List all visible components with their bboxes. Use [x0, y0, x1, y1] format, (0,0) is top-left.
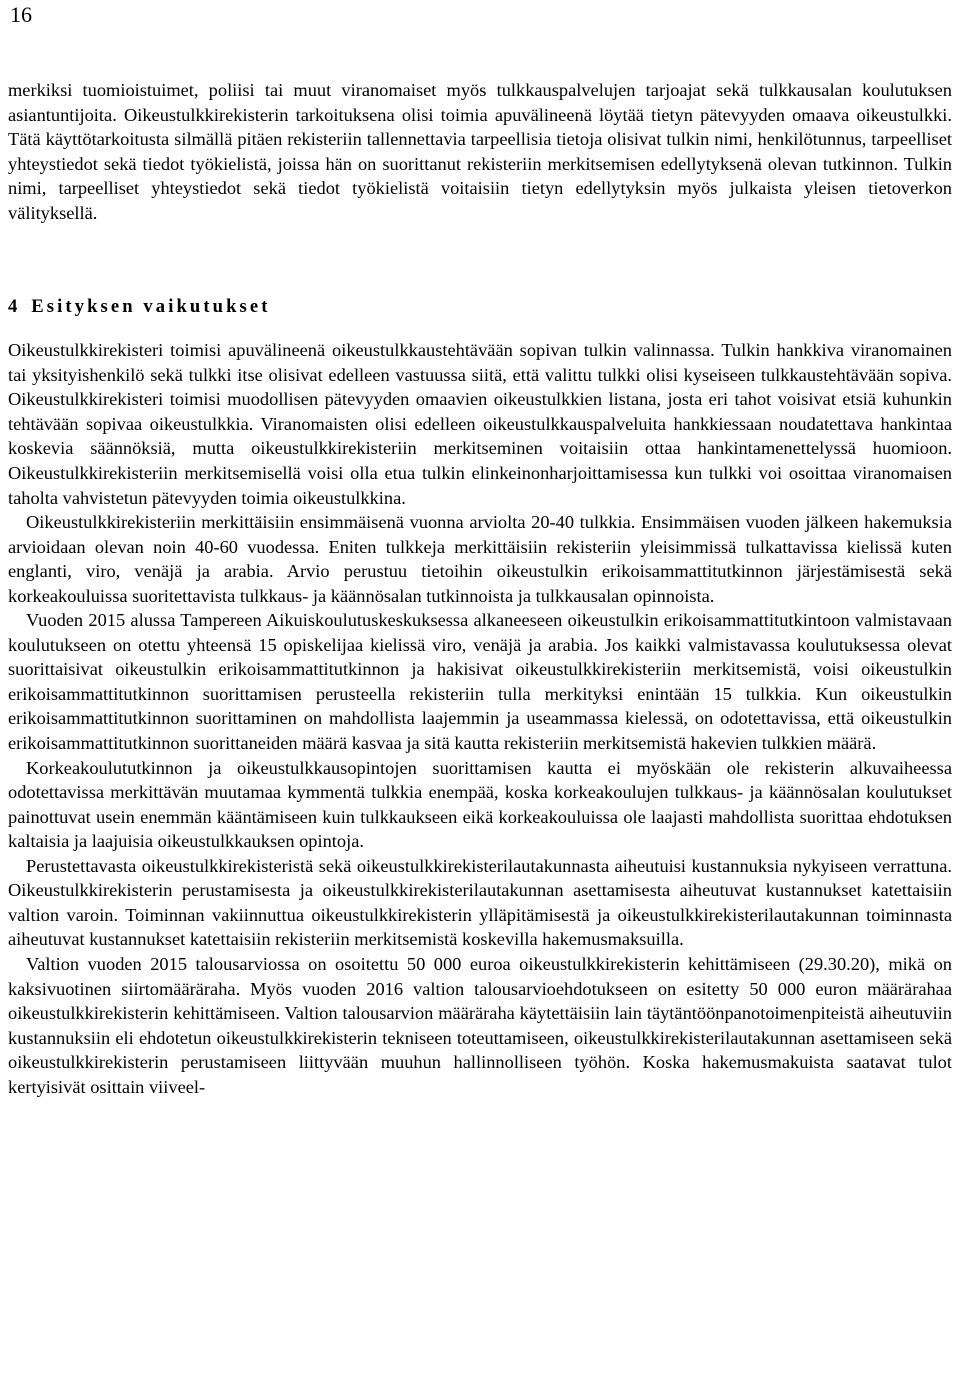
body-paragraph: merkiksi tuomioistuimet, poliisi tai muut viranomaiset myös tulkkauspalvelujen tarjoajat sekä tulkkausalan koulutuksen asiantuntijoita. Oikeustulkkirekisterin tarkoituksena olisi toimia apuvälineenä löytää tietyn pätevyyden omaava oikeustulkki. Tätä käyttötarkoitusta silmällä pitäen rekisteriin tallennettavia tarpeellisia tietoja olisivat tulkin nimi, henkilötunnus, tarpeelliset yhteystiedot sekä tiedot työkielistä, joissa hän on suorittanut rekisteriin merkitsemisen edellytyksenä olevan tutkinnon. Tulkin nimi, tarpeelliset yhteystiedot sekä tiedot työkielistä voitaisiin tietyn edellytyksin myös julkaista yleisen tietoverkon välityksellä.	[8, 80, 952, 223]
page-number: 16	[10, 2, 32, 27]
section-heading	[8, 295, 952, 319]
body-paragraph: Oikeustulkkirekisteriin merkittäisiin ensimmäisenä vuonna arviolta 20-40 tulkkia. Ensimmäisen vuoden jälkeen hakemuksia arvioidaan olevan noin 40-60 vuodessa. Eniten tulkkeja merkittäisiin rekisteriin yleisimmissä tulkattavissa kielissä kuten englanti, viro, venäjä ja arabia. Arvio perustuu tietoihin oikeustulkin erikoisammattitutkinnon järjestämisestä sekä korkeakouluissa suoritettavista tulkkaus- ja käännösalan tutkinnoista ja tulkkausalan opinnoista.	[8, 512, 952, 606]
body-paragraph: Vuoden 2015 alussa Tampereen Aikuiskoulutuskeskuksessa alkaneeseen oikeustulkin erikoisammattitutkintoon valmistavaan koulutukseen on otettu yhteensä 15 opiskelijaa kielissä viro, venäjä ja arabia. Jos kaikki valmistavassa koulutuksessa olevat suorittaisivat oikeustulkin erikoisammattitutkinnon ja hakisivat oikeustulkkirekisteriin merkitsemistä, voisi oikeustulkin erikoisammattitutkinnon suorittamisen perusteella rekisteriin tulla merkityksi enintään 15 tulkkia. Kun oikeustulkin erikoisammattitutkinnon suorittaminen on mahdollista laajemmin ja useammassa kielessä, on odotettavissa, että oikeustulkin erikoisammattitutkinnon suorittaneiden määrä kasvaa ja sitä kautta rekisteriin merkitsemistä hakevien tulkkien määrä.	[8, 610, 952, 754]
document-body	[8, 78, 952, 1099]
section-number: 4	[8, 296, 18, 318]
section-title: Esityksen vaikutukset	[31, 296, 271, 318]
body-paragraph: Perustettavasta oikeustulkkirekisteristä sekä oikeustulkkirekisterilautakunnasta aiheutuisi kustannuksia nykyiseen verrattuna. Oikeustulkkirekisterin perustamisesta ja oikeustulkkirekisterilautakunnan asettamisesta aiheutuvat kustannukset katettaisiin valtion varoin. Toiminnan vakiinnuttua oikeustulkkirekisterin ylläpitämisestä ja oikeustulkkirekisterilautakunnan toiminnasta aiheutuvat kustannukset katettaisiin rekisteriin merkitsemistä koskevilla hakemusmaksuilla.	[8, 855, 952, 950]
body-paragraph: Oikeustulkkirekisteri toimisi apuvälineenä oikeustulkkaustehtävään sopivan tulkin valinnassa. Tulkin hankkiva viranomainen tai yksityishenkilö sekä tulkki itse olisivat edelleen vastuussa siitä, että valittu tulkki olisi kyseiseen tulkkaustehtävään sopiva. Oikeustulkkirekisteri toimisi muodollisen pätevyyden omaavien oikeustulkkien listana, josta eri tahot voisivat etsiä kuhunkin tehtävään sopivaa oikeustulkkia. Viranomaisten olisi edelleen oikeustulkkauspalveluita hankkiessaan noudatettava hankintaa koskevia säännöksiä, mutta oikeustulkkirekisteriin merkitseminen voitaisiin ottaa hankintamenettelyssä huomioon. Oikeustulkkirekisteriin merkitsemisellä voisi olla etua tulkin elinkeinonharjoittamisessa kun tulkki voi osoittaa viranomaisen taholta vahvistetun pätevyyden toimia oikeustulkkina.	[8, 340, 952, 508]
body-paragraph: Korkeakoulututkinnon ja oikeustulkkausopintojen suorittamisen kautta ei myöskään ole rekisterin alkuvaiheessa odotettavissa merkittävän muutamaa kymmentä tulkkia enempää, koska korkeakoulujen tulkkaus- ja käännösalan koulutukset painottuvat usein enemmän kääntämiseen kuin tulkkaukseen eikä korkeakouluissa ole laajasti mahdollista suorittaa ehdotuksen kaltaisia ja laajuisia oikeustulkkauksen opintoja.	[8, 757, 952, 852]
body-paragraph: Valtion vuoden 2015 talousarviossa on osoitettu 50 000 euroa oikeustulkkirekisterin kehittämiseen (29.30.20), mikä on kaksivuotinen siirtomääräraha. Myös vuoden 2016 valtion talousarvioehdotukseen on esitetty 50 000 euron määrärahaa oikeustulkkirekisterin kehittämiseen. Valtion talousarvion määräraha käytettäisiin lain täytäntöönpanotoimenpiteistä aiheutuviin kustannuksiin eli ehdotetun oikeustulkkirekisterin tekniseen toteuttamiseen, oikeustulkkirekisterilautakunnan asettamiseen sekä oikeustulkkirekisterin perustamiseen liittyvään muuhun hallinnolliseen työhön. Koska hakemusmakuista saatavat tulot kertyisivät osittain viiveel-	[8, 953, 952, 1097]
